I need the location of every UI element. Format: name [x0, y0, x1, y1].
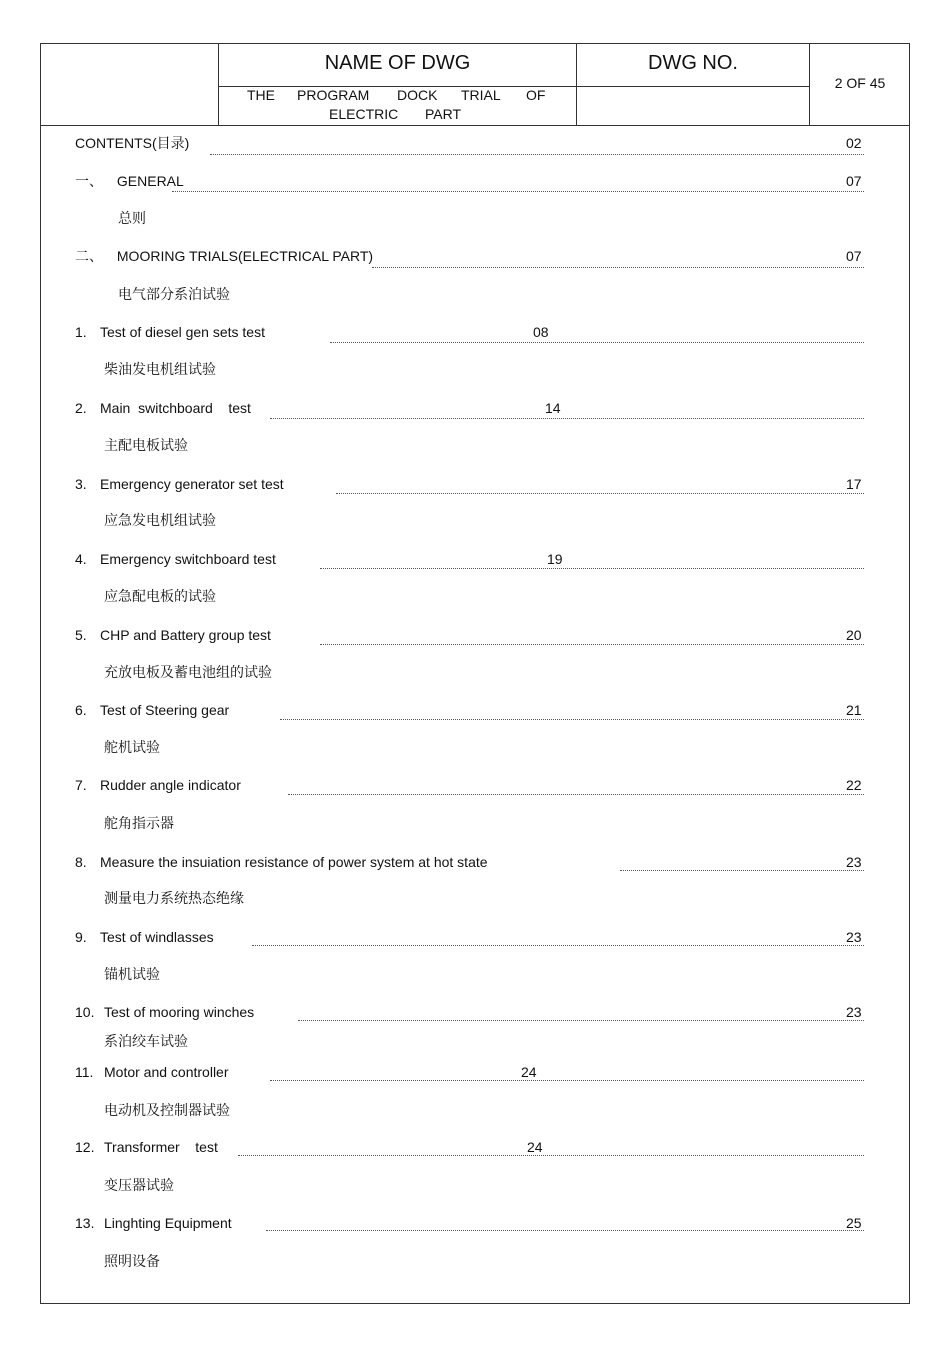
- toc-item-num: 6.: [75, 702, 87, 718]
- toc-item: [75, 776, 241, 794]
- toc-item-label: Main switchboard test: [100, 400, 251, 416]
- toc-item: [75, 853, 488, 871]
- toc-item-label: CHP and Battery group test: [100, 627, 271, 643]
- leader-dots: [372, 267, 864, 268]
- toc-item: [75, 475, 284, 493]
- toc-item-page: 25: [846, 1215, 862, 1231]
- toc-general-label: GENERAL: [116, 173, 184, 189]
- leader-dots: [298, 1020, 864, 1021]
- toc-item-cn: 测量电力系统热态绝缘: [104, 890, 244, 906]
- toc-general-cn: 总则: [118, 210, 146, 226]
- dwg-no-label: DWG NO.: [648, 52, 738, 74]
- toc-item-num: 2.: [75, 400, 87, 416]
- toc-item-cn: 系泊绞车试验: [104, 1033, 188, 1049]
- toc-contents: [75, 134, 189, 152]
- toc-item-num: 3.: [75, 476, 87, 492]
- toc-item-label: Test of windlasses: [100, 929, 214, 945]
- toc-item: [75, 1214, 232, 1232]
- toc-contents-label: CONTENTS: [75, 135, 152, 151]
- toc-item-num: 12.: [75, 1139, 95, 1155]
- toc-item-page: 24: [521, 1064, 537, 1080]
- leader-dots: [252, 945, 864, 946]
- leader-dots: [320, 644, 864, 645]
- toc-item-label: Linghting Equipment: [104, 1215, 232, 1231]
- toc-item-cn: 柴油发电机组试验: [104, 361, 216, 377]
- toc-item-num: 11.: [75, 1064, 94, 1080]
- toc-item-page: 21: [846, 702, 862, 718]
- toc-mooring-label: MOORING TRIALS(ELECTRICAL PART): [116, 248, 374, 264]
- toc-item-cn: 舵机试验: [104, 739, 160, 755]
- toc-item-label: Rudder angle indicator: [100, 777, 241, 793]
- header-bottom-rule: [40, 125, 910, 126]
- toc-general: [75, 172, 184, 190]
- toc-item: [75, 399, 251, 417]
- leader-dots: [270, 1080, 864, 1081]
- toc-item-label: Emergency generator set test: [100, 476, 284, 492]
- title-word: PART: [425, 106, 462, 122]
- toc-item-page: 23: [846, 854, 862, 870]
- title-word: TRIAL: [461, 87, 501, 103]
- toc-item: [75, 1003, 255, 1021]
- leader-dots: [330, 342, 864, 343]
- toc-item-cn: 舵角指示器: [104, 815, 174, 831]
- toc-item-cn: 锚机试验: [104, 966, 160, 982]
- toc-item-page: 23: [846, 929, 862, 945]
- toc-item-page: 20: [846, 627, 862, 643]
- toc-item: [75, 626, 271, 644]
- title-word: OF: [526, 87, 546, 103]
- toc-item-label: Test of Steering gear: [100, 702, 230, 718]
- toc-item: [75, 550, 276, 568]
- toc-item-cn: 应急配电板的试验: [104, 588, 216, 604]
- toc-item-page: 19: [547, 551, 563, 567]
- toc-item-label: Emergency switchboard test: [100, 551, 276, 567]
- toc-item-num: 1.: [75, 324, 87, 340]
- leader-dots: [270, 418, 864, 419]
- toc-item-num: 9.: [75, 929, 87, 945]
- leader-dots: [288, 794, 864, 795]
- toc-item-label: Test of mooring winches: [104, 1004, 255, 1020]
- toc-item: [75, 928, 214, 946]
- toc-item-cn: 应急发电机组试验: [104, 512, 216, 528]
- toc-item-label: Transformer test: [104, 1139, 218, 1155]
- toc-item-cn: 电动机及控制器试验: [104, 1102, 230, 1118]
- toc-item-page: 24: [527, 1139, 543, 1155]
- toc-item-cn: 变压器试验: [104, 1177, 174, 1193]
- leader-dots: [172, 191, 864, 192]
- toc-contents-cn: (目录): [152, 135, 190, 151]
- toc-general-num: 一、: [75, 173, 103, 189]
- title-word: ELECTRIC: [329, 106, 399, 122]
- title-word: DOCK: [397, 87, 438, 103]
- toc-item-label: Motor and controller: [104, 1064, 229, 1080]
- toc-general-page: 07: [846, 173, 862, 189]
- toc-mooring-cn: 电气部分系泊试验: [118, 286, 230, 302]
- leader-dots: [620, 870, 864, 871]
- leader-dots: [280, 719, 864, 720]
- page-number: 2 OF 45: [834, 75, 886, 91]
- leader-dots: [266, 1230, 864, 1231]
- leader-dots: [336, 493, 864, 494]
- toc-item-num: 4.: [75, 551, 87, 567]
- toc-item: [75, 1138, 218, 1156]
- toc-item-num: 5.: [75, 627, 87, 643]
- toc-item-cn: 充放电板及蓄电池组的试验: [104, 664, 272, 680]
- toc-item: [75, 1063, 229, 1081]
- toc-item-num: 13.: [75, 1215, 95, 1231]
- title-word: THE: [247, 87, 275, 103]
- toc-item: [75, 701, 230, 719]
- toc-item-label: Measure the insuiation resistance of power system at hot state: [100, 854, 488, 870]
- toc-mooring-num: 二、: [75, 248, 103, 264]
- toc-item-page: 22: [846, 777, 862, 793]
- toc-mooring-page: 07: [846, 248, 862, 264]
- toc-item-page: 08: [533, 324, 549, 340]
- leader-dots: [238, 1155, 864, 1156]
- toc-item-num: 8.: [75, 854, 87, 870]
- toc-mooring: [75, 247, 373, 265]
- toc-item-cn: 主配电板试验: [104, 437, 188, 453]
- toc-item-num: 10.: [75, 1004, 95, 1020]
- name-of-dwg-label: NAME OF DWG: [324, 52, 471, 74]
- toc-item-num: 7.: [75, 777, 87, 793]
- toc-item-page: 14: [545, 400, 561, 416]
- toc-item: [75, 323, 265, 341]
- leader-dots: [210, 154, 864, 155]
- toc-contents-page: 02: [846, 135, 862, 151]
- toc-item-label: Test of diesel gen sets test: [100, 324, 265, 340]
- toc-item-cn: 照明设备: [104, 1253, 160, 1269]
- leader-dots: [320, 568, 864, 569]
- title-word: PROGRAM: [297, 87, 370, 103]
- toc-item-page: 17: [846, 476, 862, 492]
- toc-item-page: 23: [846, 1004, 862, 1020]
